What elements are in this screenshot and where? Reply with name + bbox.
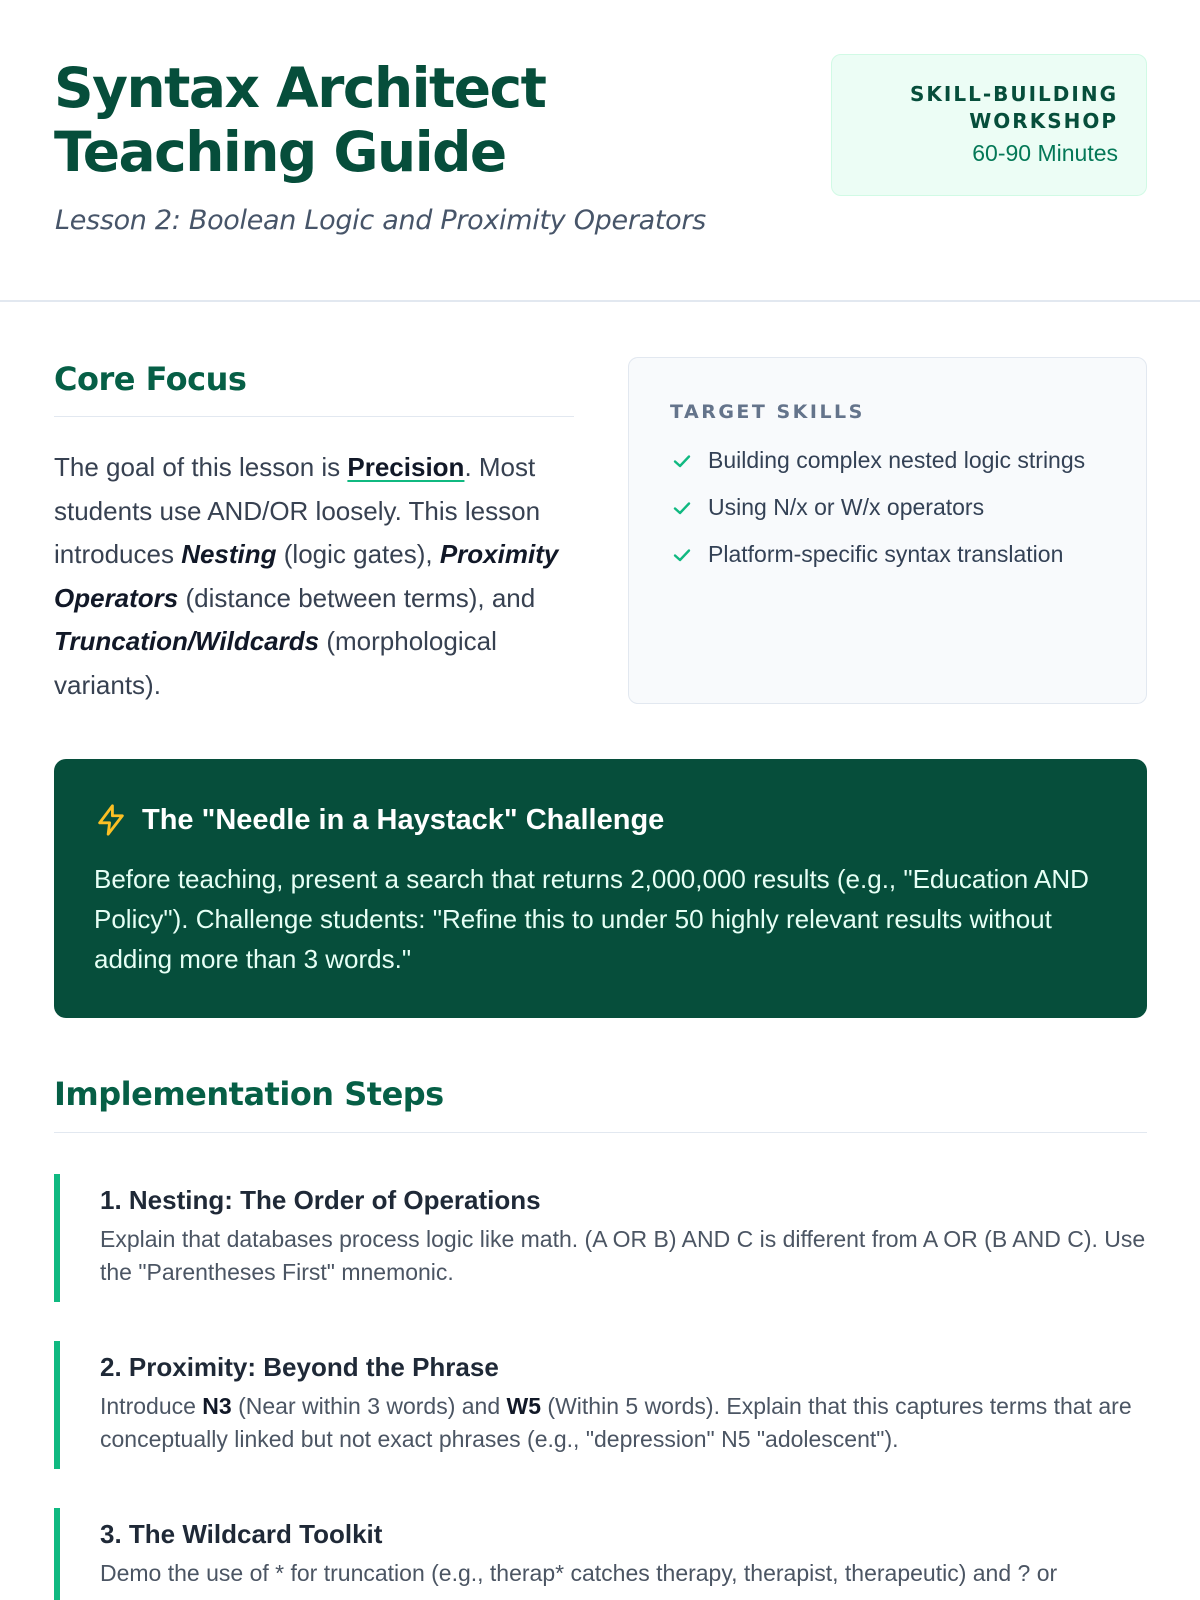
badge-duration: 60-90 Minutes — [972, 140, 1118, 166]
skill-item — [670, 538, 1120, 571]
skill-label: Building complex nested logic strings — [708, 447, 1086, 473]
challenge-callout — [54, 759, 1147, 1018]
step-body-part-2: (Near within 3 words) and — [231, 1393, 507, 1419]
title-line-1: Syntax Architect — [54, 56, 546, 120]
page-header — [0, 0, 1200, 302]
skill-label: Using N/x or W/x operators — [708, 494, 985, 520]
step-body: Explain that databases process logic like math. (A OR B) AND C is different from A OR (B AND C). Use the "Parentheses First" mnemonic. — [100, 1226, 1146, 1285]
implementation-heading: Implementation Steps — [54, 1075, 444, 1113]
workshop-badge — [831, 54, 1147, 196]
truncation-term: Truncation/Wildcards — [54, 626, 320, 656]
nesting-term: Nesting — [181, 539, 277, 569]
badge-kicker-line-2: WORKSHOP — [969, 109, 1118, 133]
step-title: 2. Proximity: Beyond the Phrase — [100, 1352, 499, 1382]
step-title: 1. Nesting: The Order of Operations — [100, 1185, 541, 1215]
implementation-divider — [54, 1132, 1147, 1133]
step-body-part-3: (Within 5 words). Explain that this captures terms that are conceptually linked but not exact phrases (e.g., "depression" N5 "adolescent"). — [100, 1393, 1132, 1452]
skill-label: Platform-specific syntax translation — [708, 541, 1064, 567]
target-skills-heading: TARGET SKILLS — [670, 401, 865, 423]
skill-item — [670, 444, 1120, 477]
title-line-2: Teaching Guide — [54, 120, 506, 184]
step-body: Demo the use of * for truncation (e.g., therap* catches therapy, therapist, therapeutic) and ? or — [100, 1560, 1058, 1586]
skill-item — [670, 491, 1120, 524]
w5-operator: W5 — [506, 1393, 542, 1419]
step-2 — [54, 1341, 1147, 1469]
core-text-part-5: (morphological variants). — [54, 626, 497, 700]
step-3 — [54, 1508, 1147, 1600]
check-icon — [670, 449, 694, 473]
lightning-bolt-icon — [94, 803, 128, 837]
precision-term: Precision — [347, 452, 465, 482]
target-skills-card — [628, 357, 1147, 704]
badge-kicker-line-1: SKILL-BUILDING — [910, 82, 1118, 106]
core-text-part-3: (logic gates), — [276, 539, 440, 569]
badge-kicker — [832, 81, 1118, 135]
check-icon — [670, 543, 694, 567]
challenge-body: Before teaching, present a search that returns 2,000,000 results (e.g., "Education AND Policy"). Challenge students: "Refine this to under 50 highly relevant results without adding more than 3 words." — [94, 864, 1089, 974]
step-1 — [54, 1174, 1147, 1302]
check-icon — [670, 496, 694, 520]
step-body — [100, 1390, 1147, 1456]
core-focus-heading: Core Focus — [54, 360, 247, 398]
challenge-header — [94, 803, 664, 837]
challenge-title: The "Needle in a Haystack" Challenge — [142, 803, 665, 836]
step-body-part-1: Introduce — [100, 1393, 203, 1419]
proximity-term: Proximity Operators — [54, 539, 559, 613]
n3-operator: N3 — [202, 1393, 232, 1419]
lesson-subtitle: Lesson 2: Boolean Logic and Proximity Operators — [55, 205, 706, 236]
core-text-part-2: . Most students use AND/OR loosely. This lesson introduces — [54, 452, 541, 569]
step-title: 3. The Wildcard Toolkit — [100, 1519, 383, 1549]
core-focus-divider — [54, 416, 574, 417]
target-skills-list — [670, 444, 1120, 585]
page-title — [54, 56, 674, 184]
core-focus-text — [54, 446, 594, 707]
core-text-part-1: The goal of this lesson is — [54, 452, 348, 482]
core-text-part-4: (distance between terms), and — [178, 582, 536, 613]
